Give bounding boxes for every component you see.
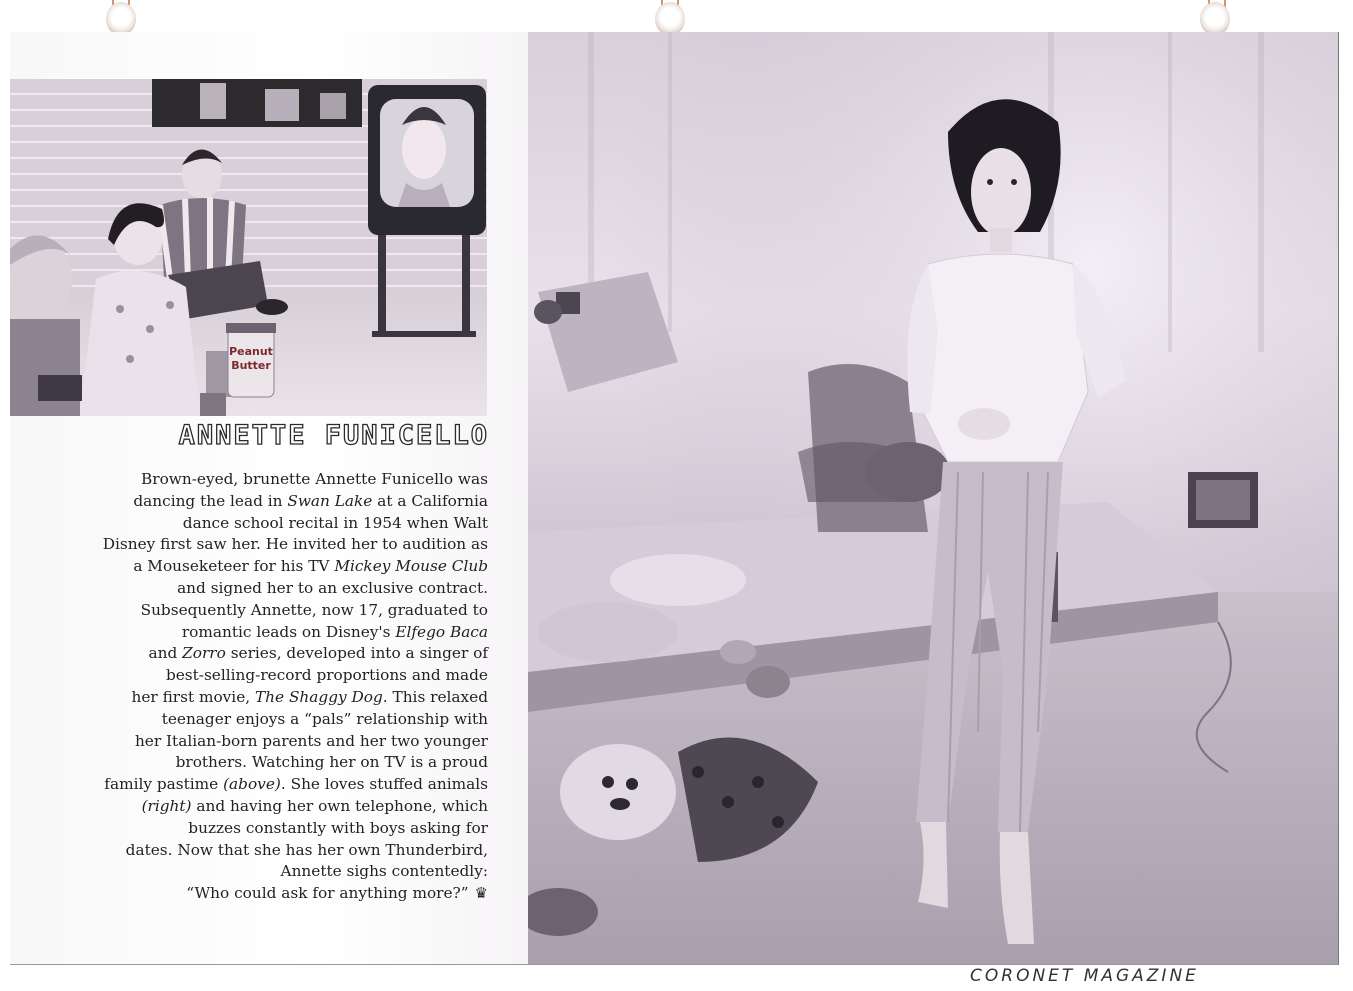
article-body [30, 469, 488, 905]
body-line [30, 796, 488, 818]
peanut-butter-jar [226, 323, 276, 397]
body-text-run: romantic leads on Disney's [181, 622, 396, 641]
body-italic-run: Swan Lake [287, 491, 373, 510]
body-italic-run: The Shaggy Dog [254, 687, 383, 706]
body-line [30, 861, 488, 883]
crown-end-mark-icon: ♛ [474, 884, 488, 903]
bedroom-portrait-art [528, 32, 1338, 964]
body-line [30, 709, 488, 731]
body-line [30, 578, 488, 600]
body-text-run: family pastime [104, 775, 224, 794]
body-text-run: her Italian-born parents and her two younger [134, 731, 488, 750]
body-italic-run: (above) [223, 775, 281, 794]
body-line [30, 687, 488, 709]
body-line [30, 752, 488, 774]
stuffed-bear [866, 442, 950, 502]
body-text-run: . This relaxed [382, 687, 488, 706]
body-line [30, 840, 488, 862]
body-text-run: . She loves stuffed animals [280, 775, 488, 794]
bedroom-portrait-photo [528, 32, 1338, 964]
soda-can [200, 393, 226, 416]
body-text-run: dancing the lead in [133, 491, 288, 510]
body-italic-run: Elfego Baca [395, 622, 488, 641]
body-line [30, 731, 488, 753]
body-line [30, 665, 488, 687]
article-title: ANNETTE FUNICELLO [178, 420, 489, 451]
body-text-run: her first movie, [131, 687, 255, 706]
body-text-run: series, developed into a singer of [225, 644, 488, 663]
body-line [30, 491, 488, 513]
body-line [30, 643, 488, 665]
niche-ornament [200, 83, 226, 119]
body-text-run: and signed her to an exclusive contract. [177, 578, 488, 597]
tv-portrait-face [402, 119, 446, 179]
body-text-run: Brown-eyed, brunette Annette Funicello was [141, 470, 488, 488]
body-italic-run: Zorro [182, 644, 226, 663]
body-text-run: teenager enjoys a “pals” relationship with [161, 709, 488, 728]
body-text-run: and having her own telephone, which [191, 796, 488, 815]
body-text-run: “Who could ask for anything more?” [186, 884, 469, 903]
body-text-run: best-selling-record proportions and made [165, 666, 488, 685]
body-text-run: at a California [372, 491, 488, 510]
niche-ornament [265, 89, 299, 121]
body-line [30, 774, 488, 796]
binder-hole-left [106, 2, 136, 36]
niche-ornament [320, 93, 346, 119]
tv-leg [378, 235, 386, 335]
body-line [30, 534, 488, 556]
tv-leg [462, 235, 470, 335]
body-text-run: Annette sighs contentedly: [280, 862, 488, 881]
body-line [30, 556, 488, 578]
body-text-run: buzzes constantly with boys asking for [188, 818, 488, 837]
body-text-run: Subsequently Annette, now 17, graduated to [140, 600, 488, 619]
body-line [30, 883, 488, 905]
body-text-run: brothers. Watching her on TV is a proud [175, 753, 488, 772]
body-text-run: a Mouseketeer for his TV [133, 557, 335, 576]
family-tv-photo [10, 79, 487, 416]
binder-hole-right [1200, 2, 1230, 36]
foreground-boy [10, 235, 82, 416]
body-text-run: Disney first saw her. He invited her to audition as [102, 535, 488, 554]
pillow [610, 554, 746, 606]
body-text-run: dance school recital in 1954 when Walt [182, 513, 488, 532]
body-italic-run: (right) [141, 796, 192, 815]
jar-label-line-2: Butter [231, 359, 271, 372]
jar-label-line-1: Peanut [229, 345, 273, 358]
body-text-run: dates. Now that she has her own Thunderbird, [125, 840, 488, 859]
body-line [30, 513, 488, 535]
body-line [30, 622, 488, 644]
family-tv-photo-art [10, 79, 487, 416]
body-line [30, 818, 488, 840]
body-line [30, 600, 488, 622]
body-line [30, 469, 488, 491]
binder-hole-center [655, 2, 685, 36]
left-column [10, 32, 528, 964]
handwritten-caption: CORONET MAGAZINE [970, 966, 1199, 986]
pillow [538, 602, 678, 662]
body-italic-run: Mickey Mouse Club [334, 557, 488, 576]
magazine-page [10, 32, 1339, 965]
body-text-run: and [148, 644, 183, 663]
